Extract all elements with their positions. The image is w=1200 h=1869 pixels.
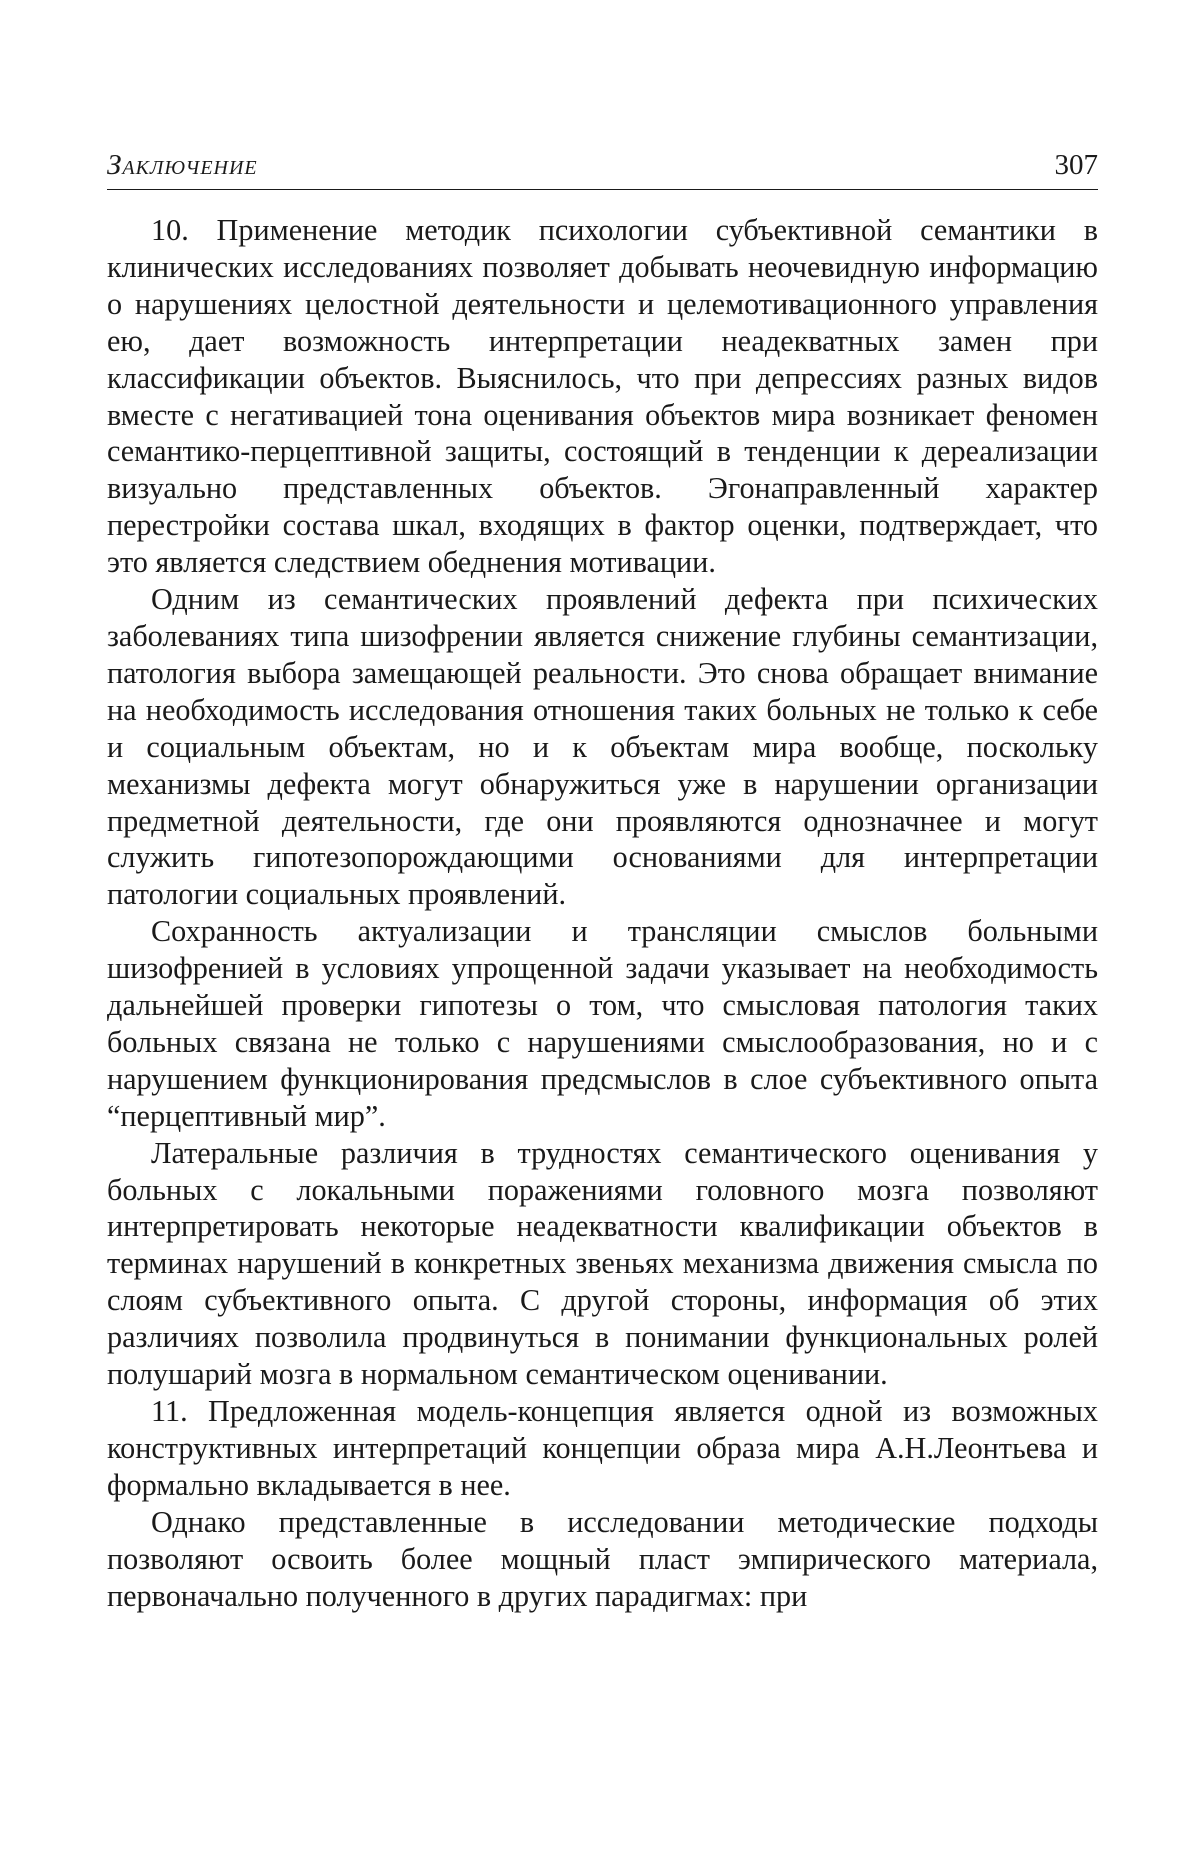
body-text <box>107 212 1098 1614</box>
paragraph-conclusion-10: 10. Применение методик психологии субъективной семантики в клинических исследованиях позволяет добывать неочевидную информацию о нарушениях целостной деятельности и целемотивационного управления ею, дает возможность интерпретации неадекватных замен при классификации объектов. Выяснилось, что при депрессиях разных видов вместе с негативацией тона оценивания объектов мира возникает феномен семантико-перцептивной защиты, состоящий в тенденции к дереализации визуально представленных объектов. Эгонаправленный характер перестройки состава шкал, входящих в фактор оценки, подтверждает, что это является следствием обеднения мотивации. <box>107 213 1098 580</box>
running-head <box>107 150 1098 190</box>
paragraph-conclusion-11: 11. Предложенная модель-концепция является одной из возможных конструктивных интерпретаций концепции образа мира А.Н.Леонтьева и формально вкладывается в нее. <box>107 1394 1098 1502</box>
header-rule <box>107 189 1098 190</box>
paragraph-methodological-approaches: Однако представленные в исследовании методические подходы позволяют освоить более мощный пласт эмпирического материала, первоначально полученного в других парадигмах: при <box>107 1504 1098 1613</box>
paragraph-lateral-differences: Латеральные различия в трудностях семантического оценивания у больных с локальными поражениями головного мозга позволяют интерпретировать некоторые неадекватности квалификации объектов в терминах нарушений в конкретных звеньях механизма движения смысла по слоям субъективного опыта. С другой стороны, информация об этих различиях позволила продвинуться в понимании функциональных ролей полушарий мозга в нормальном семантическом оценивании. <box>107 1135 1098 1392</box>
page-number: 307 <box>1054 149 1098 181</box>
paragraph-meaning-translation: Сохранность актуализации и трансляции смыслов больными шизофренией в условиях упрощенной задачи указывает на необходимость дальнейшей проверки гипотезы о том, что смысловая патология таких больных связана не только с нарушениями смыслообразования, но и с нарушением функционирования предсмыслов в слое субъективного опыта “перцептивный мир”. <box>107 914 1098 1133</box>
paragraph-schizophrenia-semantics: Одним из семантических проявлений дефекта при психических заболеваниях типа шизофрении является снижение глубины семантизации, патология выбора замещающей реальности. Это снова обращает внимание на необходимость исследования отношения таких больных не только к себе и социальным объектам, но и к объектам мира вообще, поскольку механизмы дефекта могут обнаружиться уже в нарушении организации предметной деятельности, где они проявляются однозначнее и могут служить гипотезопорождающими основаниями для интерпретации патологии социальных проявлений. <box>107 582 1098 912</box>
running-title: Заключение <box>107 149 258 181</box>
